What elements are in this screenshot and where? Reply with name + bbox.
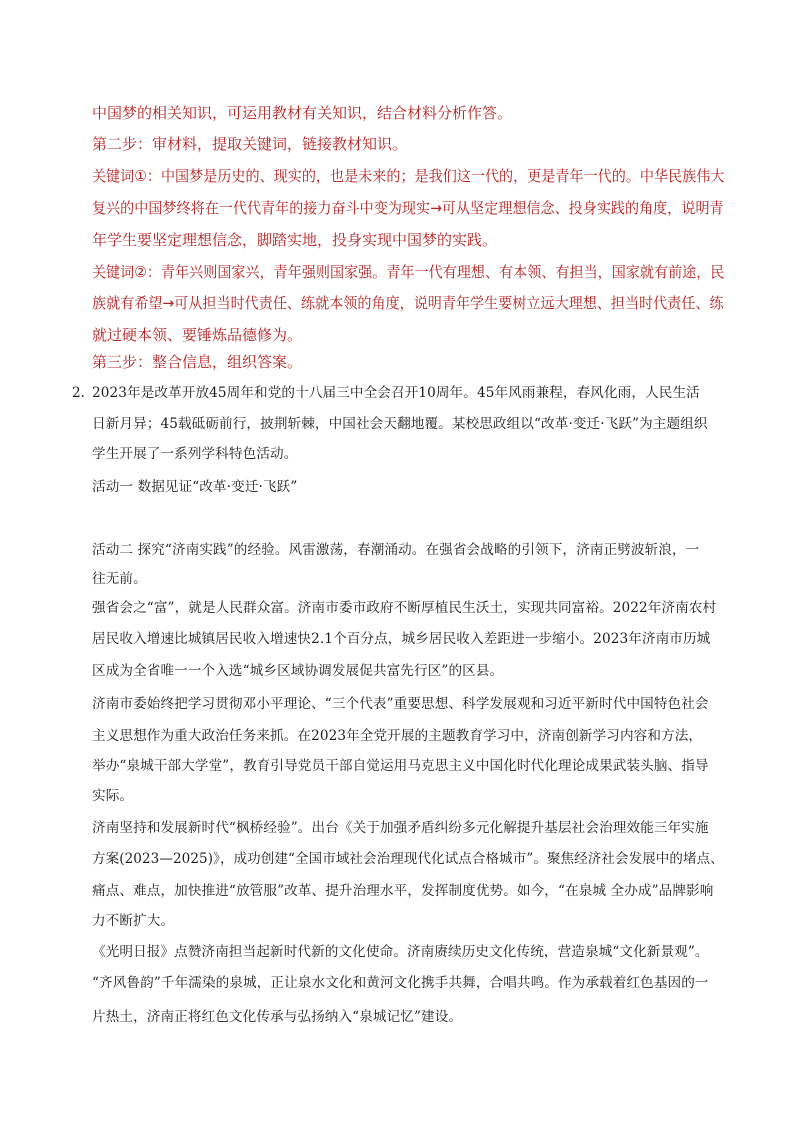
question-line: 强省会之“富”，就是人民群众富。济南市委市政府不断厚植民生沃土，实现共同富裕。2022年济南农村	[92, 600, 717, 616]
question-line: 方案(2023—2025)》，成功创建“全国市域社会治理现代化试点合格城市”。聚焦经济社会发展中的堵点、	[92, 851, 724, 867]
activity-heading: 活动二 探究“济南实践”的经验。风雷激荡，春潮涌动。在强省会战略的引领下，济南正劈波斩浪，一	[92, 542, 700, 558]
question-line: 实际。	[92, 788, 134, 804]
question-line: “齐风鲁韵”千年濡染的泉城，正让泉水文化和黄河文化携手共舞，合唱共鸣。作为承载着红色基因的一	[92, 975, 709, 991]
question-line: 济南坚持和发展新时代“枫桥经验”。出台《关于加强矛盾纠纷多元化解提升基层社会治理效能三年实施	[92, 820, 709, 836]
analysis-line: 复兴的中国梦终将在一代代青年的接力奋斗中变为现实→可从坚定理想信念、投身实践的角度，说明青	[92, 199, 724, 217]
analysis-line: 关键词①：中国梦是历史的、现实的，也是未来的；是我们这一代的，更是青年一代的。中华民族伟大	[92, 167, 725, 185]
activity-heading: 活动一 数据见证“改革·变迁·飞跃”	[92, 479, 298, 495]
analysis-line: 第二步：审材料，提取关键词，链接教材知识。	[92, 135, 408, 153]
question-line: 《光明日报》点赞济南担当起新时代新的文化使命。济南赓续历史文化传统，营造泉城“文化新景观”。	[92, 944, 709, 960]
analysis-line: 第三步：整合信息，组织答案。	[92, 353, 303, 371]
question-line: 居民收入增速比城镇居民收入增速快2.1个百分点，城乡居民收入差距进一步缩小。2023年济南市历城	[92, 631, 711, 647]
question-line: 主义思想作为重大政治任务来抓。在2023年全党开展的主题教育学习中，济南创新学习内容和方法，	[92, 728, 703, 744]
analysis-line: 关键词②：青年兴则国家兴，青年强则国家强。青年一代有理想、有本领、有担当，国家就有前途，民	[92, 263, 725, 281]
analysis-line: 年学生要坚定理想信念，脚踏实地，投身实现中国梦的实践。	[92, 231, 498, 249]
question-line: 往无前。	[92, 571, 147, 587]
question-line: 日新月异；45载砥砺前行，披荆斩棘，中国社会天翻地覆。某校思政组以“改革·变迁·飞跃”为主题组织	[92, 416, 708, 432]
analysis-line: 族就有希望→可从担当时代责任、练就本领的角度，说明青年学生要树立远大理想、担当时代责任、练	[92, 294, 724, 312]
question-line: 举办“泉城干部大学堂”，教育引导党员干部自觉运用马克思主义中国化时代化理论成果武装头脑、指导	[92, 758, 709, 774]
question-number: 2．	[72, 385, 95, 401]
question-line: 片热土，济南正将红色文化传承与弘扬纳入“泉城记忆”建设。	[92, 1009, 463, 1025]
question-line: 学生开展了一系列学科特色活动。	[92, 446, 298, 462]
question-line: 痛点、难点，加快推进“放管服”改革、提升治理水平，发挥制度优势。如今，“在泉城 全办成”品牌影响	[92, 883, 714, 899]
question-line: 力不断扩大。	[92, 913, 175, 929]
analysis-line: 就过硬本领、要锤炼品德修为。	[92, 326, 303, 344]
question-line: 济南市委始终把学习贯彻邓小平理论、“三个代表”重要思想、科学发展观和习近平新时代中国特色社会	[92, 696, 709, 712]
question-line: 区成为全省唯一一个入选“城乡区域协调发展促共富先行区”的区县。	[92, 663, 504, 679]
analysis-line: 中国梦的相关知识，可运用教材有关知识，结合材料分析作答。	[92, 104, 513, 122]
question-line: 2023年是改革开放45周年和党的十八届三中全会召开10周年。45年风雨兼程，春风化雨，人民生活	[92, 385, 700, 401]
